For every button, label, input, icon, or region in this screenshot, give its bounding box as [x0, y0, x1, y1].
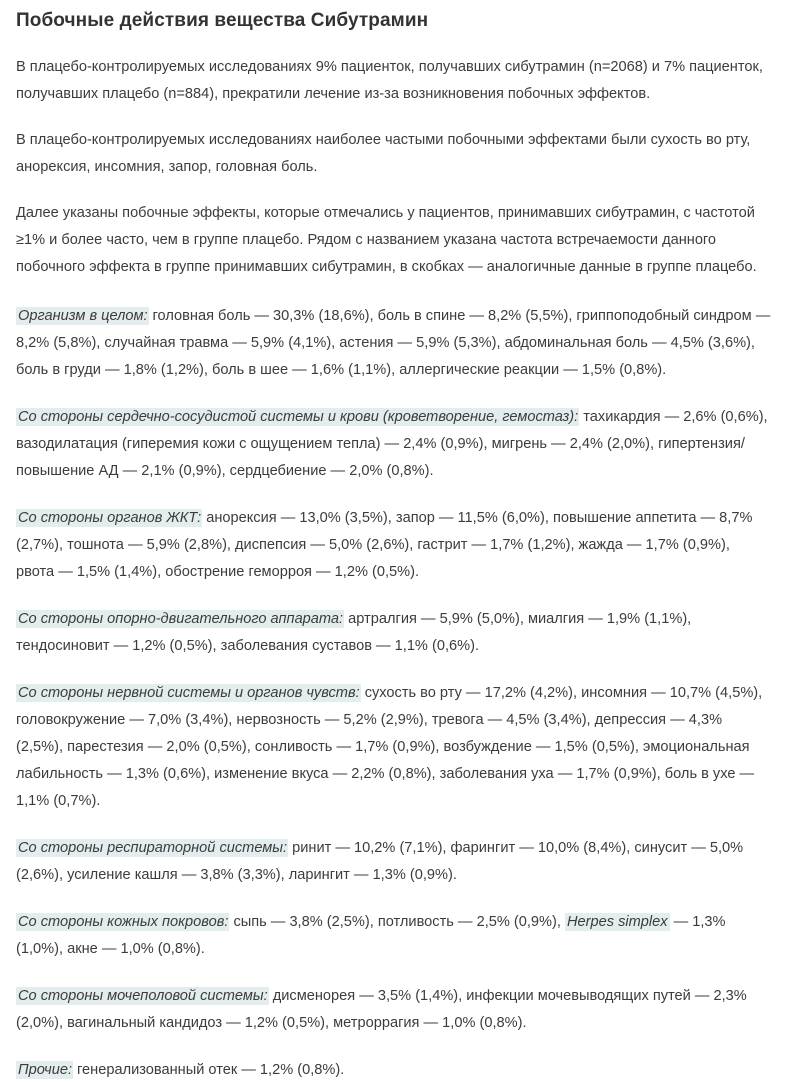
side-effects-sections	[16, 303, 772, 1084]
section-general-body	[16, 303, 772, 384]
section-text-gastrointestinal: анорексия — 13,0% (3,5%), запор — 11,5% (6,0%), повышение аппетита — 8,7% (2,7%), тошнота — 5,9% (2,8%), диспепсия — 5,0% (2,6%), гастрит — 1,7% (1,2%), жажда — 1,7% (0,9%), рвота — 1,5% (1,4%), обострение геморроя — 1,2% (0,5%).	[16, 510, 753, 580]
section-label-gastrointestinal: Со стороны органов ЖКТ:	[18, 510, 202, 526]
section-term-herpes-simplex: Herpes simplex	[566, 914, 668, 930]
drug-side-effects-page	[0, 9, 805, 1084]
intro-paragraph-3: Далее указаны побочные эффекты, которые отмечались у пациентов, принимавших сибутрамин, с частотой ≥1% и более часто, чем в группе плацебо. Рядом с названием указана частота встречаемости данного побочного эффекта в группе принимавших сибутрамин, в скобках — аналогичные данные в группе плацебо.	[16, 205, 757, 275]
intro-paragraph-1: В плацебо-контролируемых исследованиях 9% пациенток, получавших сибутрамин (n=2068) и 7% пациенток, получавших плацебо (n=884), прекратили лечение из-за возникновения побочных эффектов.	[16, 59, 763, 102]
section-text-respiratory: ринит — 10,2% (7,1%), фарингит — 10,0% (8,4%), синусит — 5,0% (2,6%), усиление кашля — 3,8% (3,3%), ларингит — 1,3% (0,9%).	[16, 840, 744, 883]
page-title: Побочные действия вещества Сибутрамин	[16, 10, 429, 31]
section-text-musculoskeletal: артралгия — 5,9% (5,0%), миалгия — 1,9% (1,1%), тендосиновит — 1,2% (0,5%), заболевания суставов — 1,1% (0,6%).	[16, 611, 692, 654]
section-text-genitourinary: дисменорея — 3,5% (1,4%), инфекции мочевыводящих путей — 2,3% (2,0%), вагинальный кандидоз — 1,2% (0,5%), метроррагия — 1,0% (0,8%).	[16, 988, 747, 1031]
section-cardiovascular	[16, 404, 772, 485]
section-label-general: Организм в целом:	[18, 308, 148, 324]
section-text-general: головная боль — 30,3% (18,6%), боль в спине — 8,2% (5,5%), гриппоподобный синдром — 8,2% (5,8%), случайная травма — 5,9% (4,1%), астения — 5,9% (5,3%), абдоминальная боль — 4,5% (3,6%), боль в груди — 1,8% (1,2%), боль в шее — 1,6% (1,1%), аллергические реакции — 1,5% (0,8%).	[16, 308, 771, 378]
section-label-musculoskeletal: Со стороны опорно-двигательного аппарата:	[18, 611, 344, 627]
section-label-skin: Со стороны кожных покровов:	[18, 914, 229, 930]
section-text-skin-after: — 1,3% (1,0%), акне — 1,0% (0,8%).	[16, 914, 726, 957]
intro-section	[16, 54, 772, 281]
section-respiratory	[16, 835, 772, 889]
section-skin	[16, 909, 772, 963]
section-nervous-system	[16, 680, 772, 815]
section-label-cardiovascular: Со стороны сердечно-сосудистой системы и крови (кроветворение, гемостаз):	[18, 409, 579, 425]
section-text-skin-before: сыпь — 3,8% (2,5%), потливость — 2,5% (0,9%),	[229, 914, 565, 930]
section-genitourinary	[16, 983, 772, 1037]
section-text-cardiovascular: тахикардия — 2,6% (0,6%), вазодилатация (гиперемия кожи с ощущением тепла) — 2,4% (0,9%), мигрень — 2,4% (2,0%), гипертензия/повышение АД — 2,1% (0,9%), сердцебиение — 2,0% (0,8%).	[16, 409, 768, 479]
section-other	[16, 1057, 772, 1084]
intro-paragraph-2: В плацебо-контролируемых исследованиях наиболее частыми побочными эффектами были сухость во рту, анорексия, инсомния, запор, головная боль.	[16, 132, 751, 175]
section-label-respiratory: Со стороны респираторной системы:	[18, 840, 288, 856]
section-gastrointestinal	[16, 505, 772, 586]
section-label-nervous-system: Со стороны нервной системы и органов чувств:	[18, 685, 360, 701]
section-label-other: Прочие:	[18, 1062, 72, 1078]
section-text-other: генерализованный отек — 1,2% (0,8%).	[73, 1062, 345, 1078]
section-text-nervous-system: сухость во рту — 17,2% (4,2%), инсомния — 10,7% (4,5%), головокружение — 7,0% (3,4%), нервозность — 5,2% (2,9%), тревога — 4,5% (3,4%), депрессия — 4,3% (2,5%), парестезия — 2,0% (0,5%), сонливость — 1,7% (0,9%), возбуждение — 1,5% (0,5%), эмоциональная лабильность — 1,3% (0,6%), изменение вкуса — 2,2% (0,8%), заболевания уха — 1,7% (0,9%), боль в ухе — 1,1% (0,7%).	[16, 685, 763, 809]
section-label-genitourinary: Со стороны мочеполовой системы:	[18, 988, 268, 1004]
section-musculoskeletal	[16, 606, 772, 660]
